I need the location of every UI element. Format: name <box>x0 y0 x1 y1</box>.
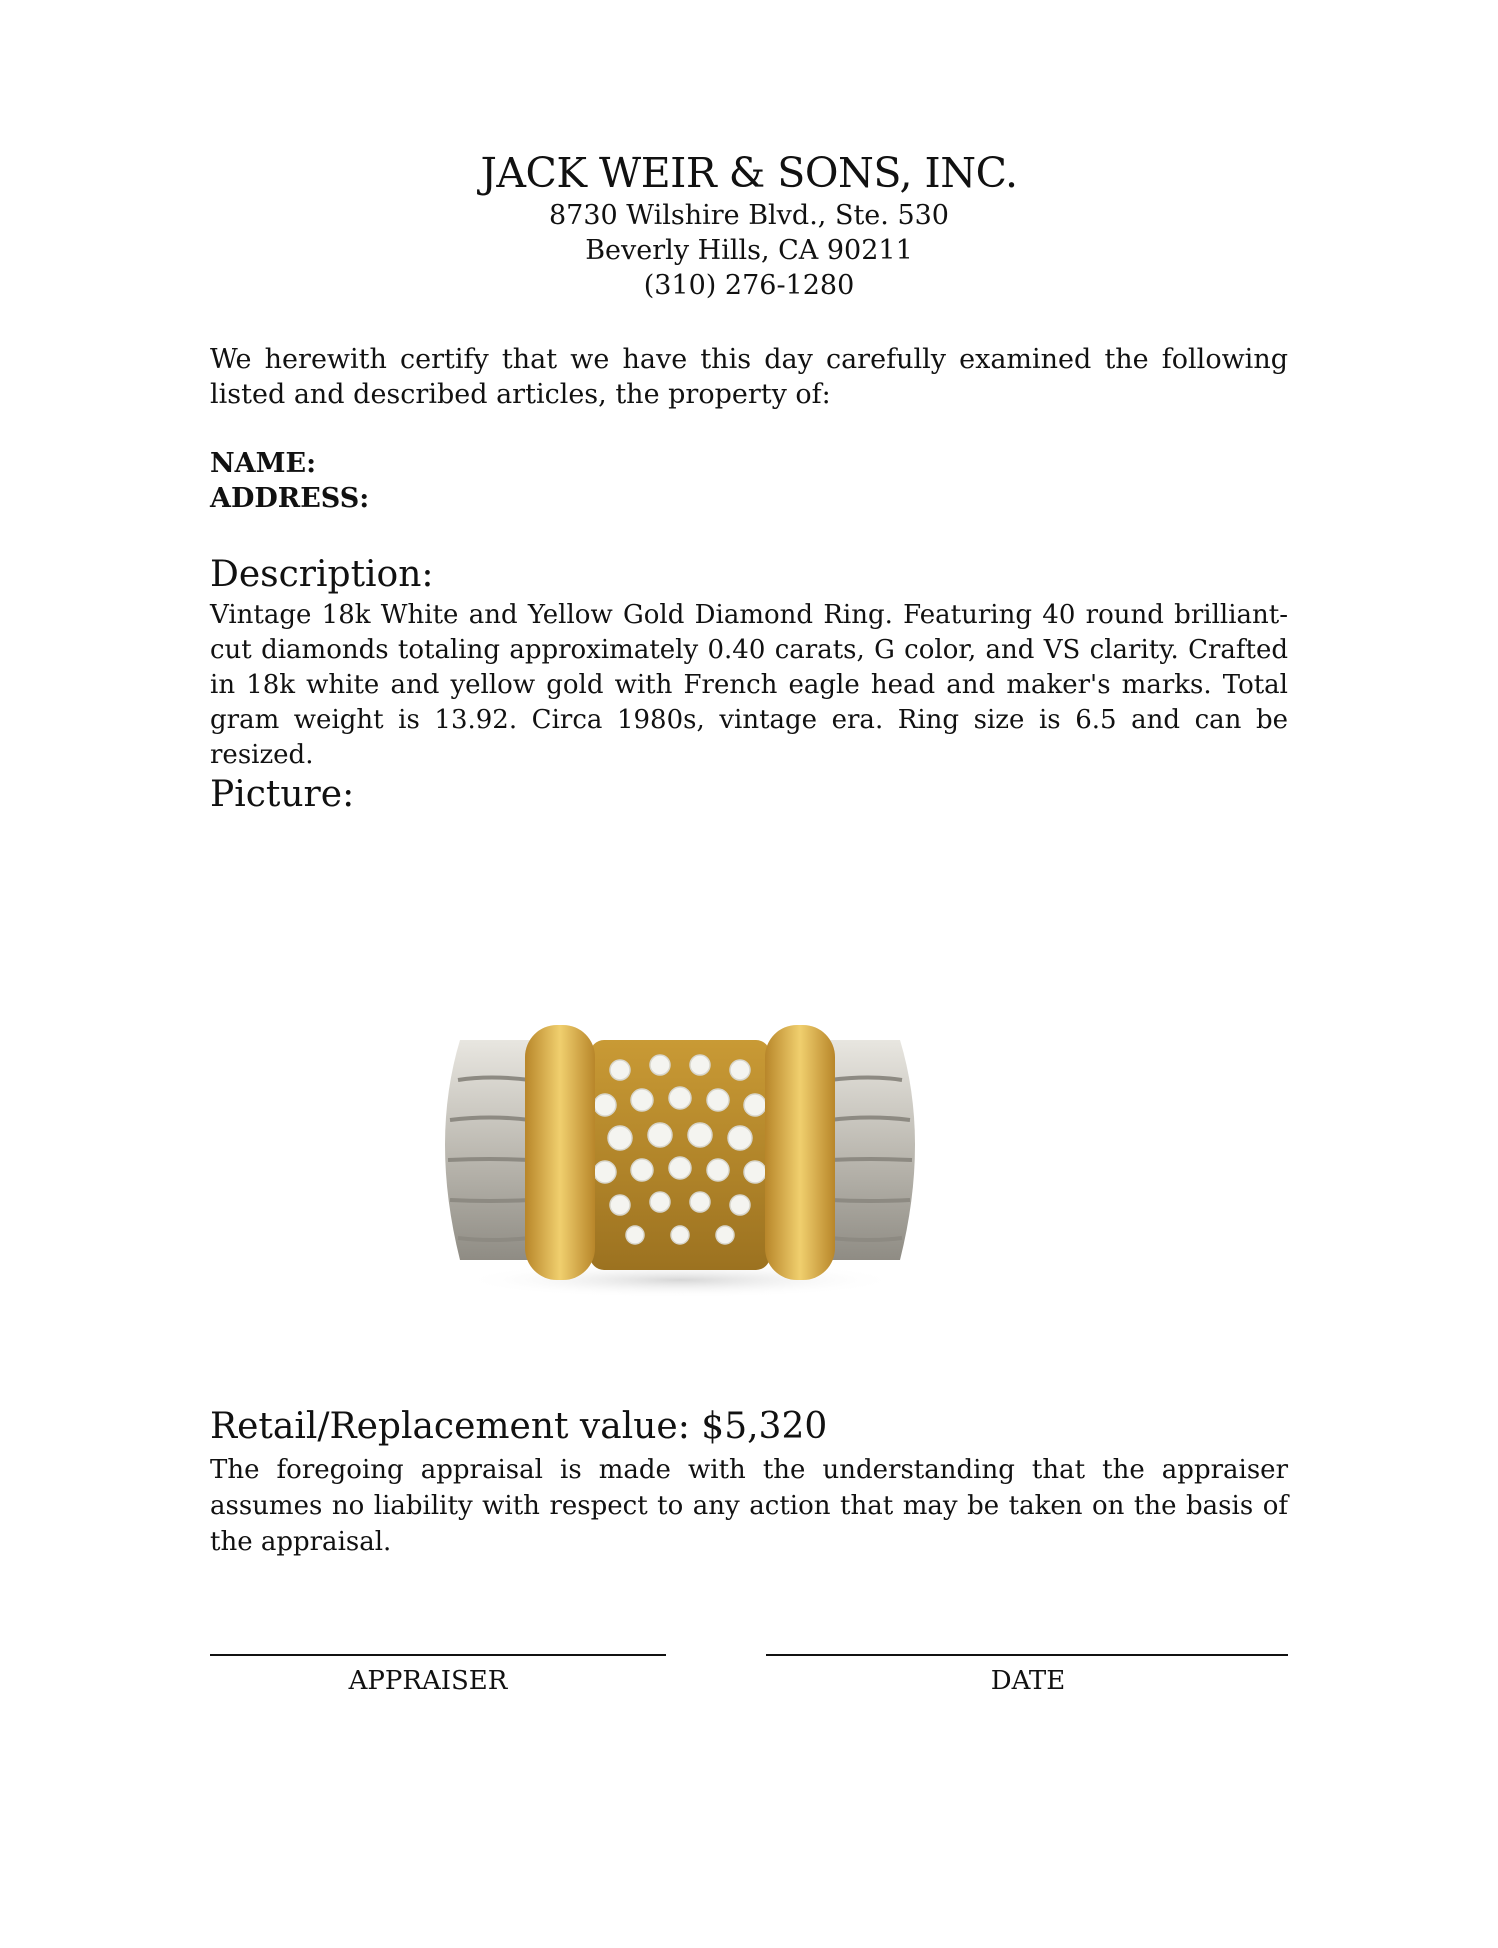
letterhead <box>210 148 1288 303</box>
replacement-value: Retail/Replacement value: $5,320 <box>210 1406 828 1447</box>
ring-left-yellow-collar <box>525 1025 595 1280</box>
date-label: DATE <box>990 1666 1066 1696</box>
certification-statement: We herewith certify that we have this day carefully examined the following listed and described articles, the property of: <box>210 344 1288 410</box>
company-name: JACK WEIR & SONS, INC. <box>480 149 1018 197</box>
phone-number: (310) 276-1280 <box>643 270 855 301</box>
appraiser-label: APPRAISER <box>348 1666 508 1696</box>
date-signature-line <box>766 1654 1288 1656</box>
owner-fields <box>210 446 369 516</box>
liability-disclaimer: The foregoing appraisal is made with the understanding that the appraiser assumes no liability with respect to any action that may be taken on the basis of the appraisal. <box>210 1455 1288 1557</box>
ring-photo <box>420 980 940 1300</box>
appraiser-signature-line <box>210 1654 666 1656</box>
name-label: NAME: <box>210 448 317 479</box>
address-label: ADDRESS: <box>210 483 370 514</box>
address-line-2: Beverly Hills, CA 90211 <box>585 235 913 266</box>
picture-heading: Picture: <box>210 774 355 815</box>
description-body: Vintage 18k White and Yellow Gold Diamond Ring. Featuring 40 round brilliant-cut diamonds totaling approximately 0.40 carats, G color, and VS clarity. Crafted in 18k white and yellow gold with French eagle head and maker's marks. Total gram weight is 13.92. Circa 1980s, vintage era. Ring size is 6.5 and can be resized. <box>210 600 1288 770</box>
ring-right-yellow-collar <box>765 1025 835 1280</box>
ring-right-white-gold <box>830 1040 915 1260</box>
ring-left-white-gold <box>445 1040 530 1260</box>
description-heading: Description: <box>210 554 434 595</box>
address-line-1: 8730 Wilshire Blvd., Ste. 530 <box>549 200 949 231</box>
